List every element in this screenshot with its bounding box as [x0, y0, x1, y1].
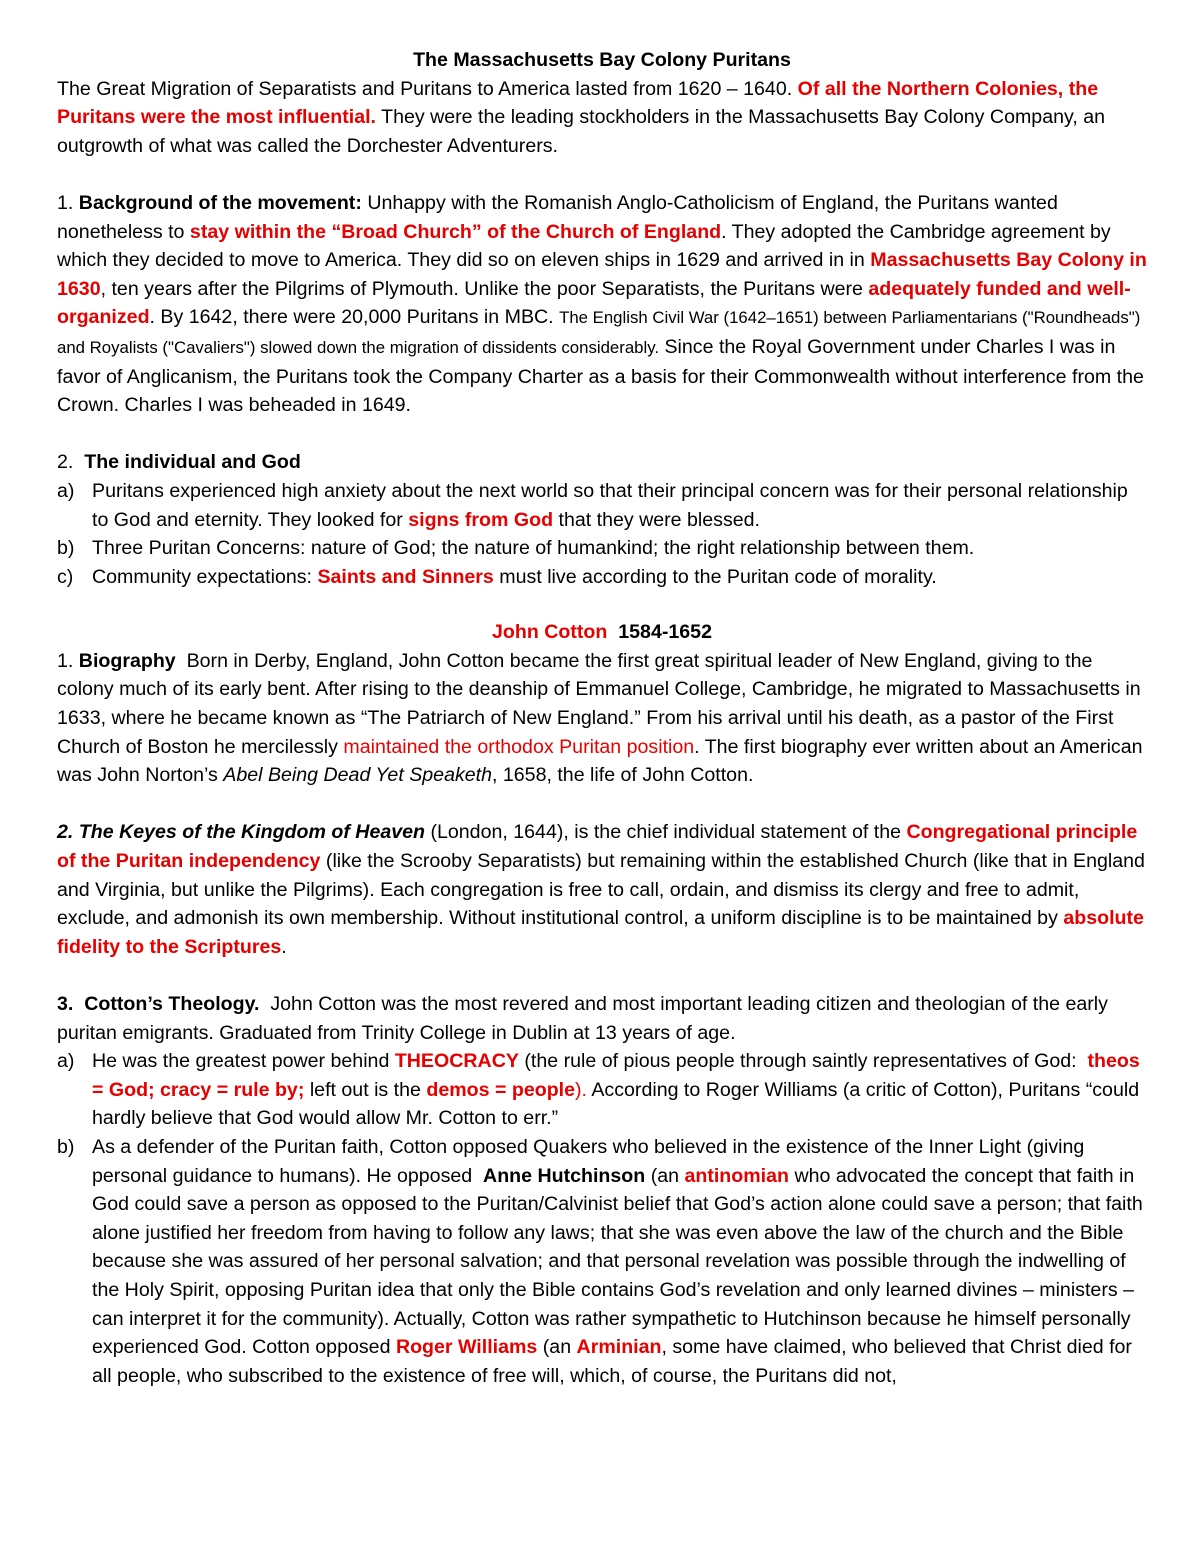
item-text: Puritans experienced high anxiety about the next world so that their principal concern was for their personal relationship to God and eternity. They looked for — [92, 479, 1128, 531]
list-marker: a) — [57, 1050, 75, 1073]
background-number: 1. — [57, 191, 74, 214]
cotton-name: John Cotton — [492, 621, 608, 644]
roger-williams-highlight: Roger Williams — [395, 1336, 538, 1359]
item-text: left out is the — [309, 1078, 421, 1101]
intro-text-2: They were the leading stockholders in the Massachusetts Bay Colony Company, an outgrowth of what was called the Dorchester Adventurers. — [57, 106, 1106, 157]
item-highlight: Saints and Sinners — [317, 565, 494, 588]
theos-highlight: theos = God; cracy = rule by; — [92, 1050, 1140, 1101]
background-small-text: The English Civil War (1642–1651) between Parliamentarians ("Roundheads") and Royalists ("Cavaliers") slowed down the migration of dissidents considerably. — [57, 308, 1141, 357]
keyes-number: 2. — [57, 821, 74, 844]
item-text: , some have claimed, who believed that Christ died for all people, who subscribed to the existence of free will, which, of course, the Puritans did not, — [92, 1336, 1132, 1387]
theocracy-highlight: THEOCRACY — [394, 1050, 519, 1073]
item-text: He was the greatest power behind — [92, 1050, 390, 1073]
background-text-2: . They adopted the Cambridge agreement by which they decided to move to America. They did so on eleven ships in 1629 and arrived in in — [57, 220, 1111, 272]
keyes-highlight-1: Congregational principle of the Puritan independency — [57, 821, 1138, 873]
theology-paragraph — [57, 990, 1147, 1047]
biography-number: 1. — [57, 649, 74, 672]
individual-heading: The individual and God — [84, 451, 301, 474]
theology-number: 3. — [57, 993, 74, 1015]
document-page — [57, 46, 1147, 1390]
list-marker: a) — [57, 479, 75, 502]
item-text: must live according to the Puritan code of morality. — [499, 565, 937, 588]
item-text: (an — [542, 1336, 572, 1359]
keyes-text-1: (London, 1644), is the chief individual statement of the — [430, 821, 902, 844]
document-title: The Massachusetts Bay Colony Puritans — [413, 49, 791, 71]
list-marker: b) — [57, 1135, 75, 1158]
individual-item-b — [57, 534, 1147, 563]
theology-item-b — [57, 1133, 1147, 1390]
intro-text-1: The Great Migration of Separatists and Puritans to America lasted from 1620 – 1640. — [57, 77, 793, 100]
biography-text-2: . The first biography ever written about an American was John Norton’s — [57, 735, 1143, 787]
keyes-book-title: The Keyes of the Kingdom of Heaven — [78, 821, 426, 844]
theology-heading: Cotton’s Theology. — [84, 993, 260, 1015]
biography-paragraph — [57, 647, 1147, 790]
biography-text-1: Born in Derby, England, John Cotton became the first great spiritual leader of New England, giving to the colony much of its early bent. After rising to the deanship of Emmanuel College, Cambridge, he migrated to Massachusetts in 1633, where he became known as “The Patriarch of New England.” From his arrival until his death, as a pastor of the First Church of Boston he mercilessly — [57, 649, 1141, 758]
background-text-1: Unhappy with the Romanish Anglo-Catholicism of England, the Puritans wanted nonetheless to — [57, 191, 1058, 243]
background-text-5: Since the Royal Government under Charles I was in favor of Anglicanism, the Puritans took the Company Charter as a basis for their Commonwealth without interference from the Crown. Charles I was beheaded in 1649. — [57, 335, 1144, 417]
spacer — [57, 420, 1147, 449]
background-highlight-3: adequately funded and well-organized — [57, 277, 1131, 329]
theology-item-a — [57, 1047, 1147, 1133]
antinomian-highlight: antinomian — [684, 1164, 789, 1187]
keyes-paragraph — [57, 818, 1147, 961]
item-text: Community expectations: — [92, 565, 312, 588]
individual-item-c — [57, 563, 1147, 592]
keyes-highlight-2: absolute fidelity to the Scriptures — [57, 907, 1144, 958]
individual-number: 2. — [57, 451, 74, 474]
cotton-years: 1584-1652 — [618, 621, 712, 644]
spacer — [57, 961, 1147, 990]
theology-text: John Cotton was the most revered and most important leading citizen and theologian of the early puritan emigrants. Graduated from Trinity College in Dublin at 13 years of age. — [57, 993, 1108, 1044]
item-text: who advocated the concept that faith in God could save a person as opposed to the Puritan/Calvinist belief that God’s action alone could save a person; that faith alone justified her freedom from having to follow any laws; that she was even above the law of the church and the Bible because she was assured of her personal salvation; and that personal revelation was possible through the indwelling of the Holy Spirit, opposing Puritan idea that only the Bible contains God’s revelation and only learned divines – ministers – can interpret it for the community). Actually, Cotton was rather sympathetic to Hutchinson because he himself personally experienced God. Cotton opposed — [92, 1164, 1143, 1359]
item-text: (the rule of pious people through saintly representatives of God: — [524, 1050, 1077, 1073]
biography-highlight: maintained the orthodox Puritan position — [343, 735, 695, 758]
demos-close: ). — [575, 1078, 587, 1101]
individual-heading-line — [57, 448, 1147, 477]
background-highlight-1: stay within the “Broad Church” of the Church of England — [189, 220, 722, 243]
item-text: According to Roger Williams (a critic of Cotton), Puritans “could hardly believe that God would allow Mr. Cotton to err.” — [92, 1078, 1140, 1130]
item-text: Three Puritan Concerns: nature of God; the nature of humankind; the right relationship between them. — [92, 537, 975, 560]
background-highlight-2: Massachusetts Bay Colony in 1630 — [57, 249, 1147, 300]
cotton-heading — [57, 618, 1147, 647]
demos-highlight: demos = people — [426, 1078, 576, 1101]
background-paragraph — [57, 189, 1147, 420]
background-text-3: , ten years after the Pilgrims of Plymouth. Unlike the poor Separatists, the Puritans were — [100, 277, 863, 300]
item-highlight: signs from God — [408, 508, 554, 531]
item-text: (an — [650, 1164, 680, 1187]
spacer — [57, 790, 1147, 819]
item-text: As a defender of the Puritan faith, Cotton opposed Quakers who believed in the existence of the Inner Light (giving personal guidance to humans). He opposed — [92, 1135, 1085, 1187]
spacer — [57, 591, 1147, 618]
biography-text-3: , 1658, the life of John Cotton. — [492, 764, 754, 787]
biography-heading: Biography — [78, 649, 176, 672]
keyes-text-2: (like the Scrooby Separatists) but remaining within the established Church (like that in England and Virginia, but unlike the Pilgrims). Each congregation is free to call, ordain, and dismiss its clergy and free to admit, exclude, and admonish its own membership. Without institutional control, a uniform discipline is to be maintained by — [57, 850, 1145, 930]
background-heading: Background of the movement: — [78, 191, 362, 214]
keyes-text-3: . — [281, 935, 287, 958]
intro-highlight: Of all the Northern Colonies, the Puritans were the most influential. — [57, 77, 1099, 129]
item-text: that they were blessed. — [558, 508, 760, 531]
list-marker: c) — [57, 565, 74, 588]
hutchinson-name: Anne Hutchinson — [483, 1164, 646, 1187]
list-marker: b) — [57, 537, 75, 560]
intro-paragraph — [57, 75, 1147, 161]
spacer — [57, 160, 1147, 189]
individual-item-a — [57, 477, 1147, 534]
biography-book-title: Abel Being Dead Yet Speaketh — [223, 764, 492, 787]
arminian-highlight: Arminian — [576, 1336, 662, 1359]
background-text-4: . By 1642, there were 20,000 Puritans in MBC. — [149, 306, 554, 329]
